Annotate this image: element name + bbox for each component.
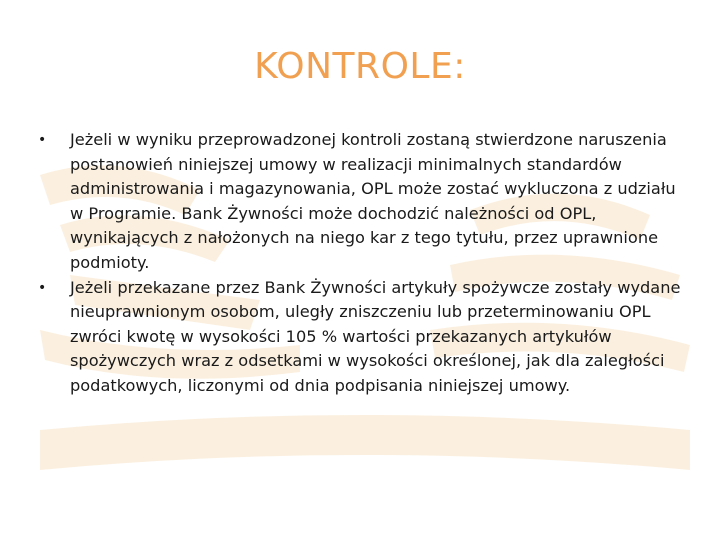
bullet-list xyxy=(36,128,686,399)
list-item-text: Jeżeli w wyniku przeprowadzonej kontroli zostaną stwierdzone naruszenia postanowień niniejszej umowy w realizacji minimalnych standardów administrowania i magazynowania, OPL może zostać wykluczona z udziału w Programie. Bank Żywności może dochodzić należności od OPL, wynikających z nałożonych na niego kar z tego tytułu, przez uprawnione podmioty. xyxy=(70,130,676,272)
slide-title: KONTROLE: xyxy=(254,46,466,87)
list-item-text: Jeżeli przekazane przez Bank Żywności artykuły spożywcze zostały wydane nieuprawnionym osobom, uległy zniszczeniu lub przeterminowaniu OPL zwróci kwotę w wysokości 105 % wartości przekazanych artykułów spożywczych wraz z odsetkami w wysokości określonej, jak dla zaległości podatkowych, liczonymi od dnia podpisania niniejszej umowy. xyxy=(70,277,681,395)
bullet-marker: • xyxy=(38,279,47,296)
list-item xyxy=(36,128,686,276)
list-item xyxy=(36,276,686,399)
bullet-marker: • xyxy=(38,132,47,148)
